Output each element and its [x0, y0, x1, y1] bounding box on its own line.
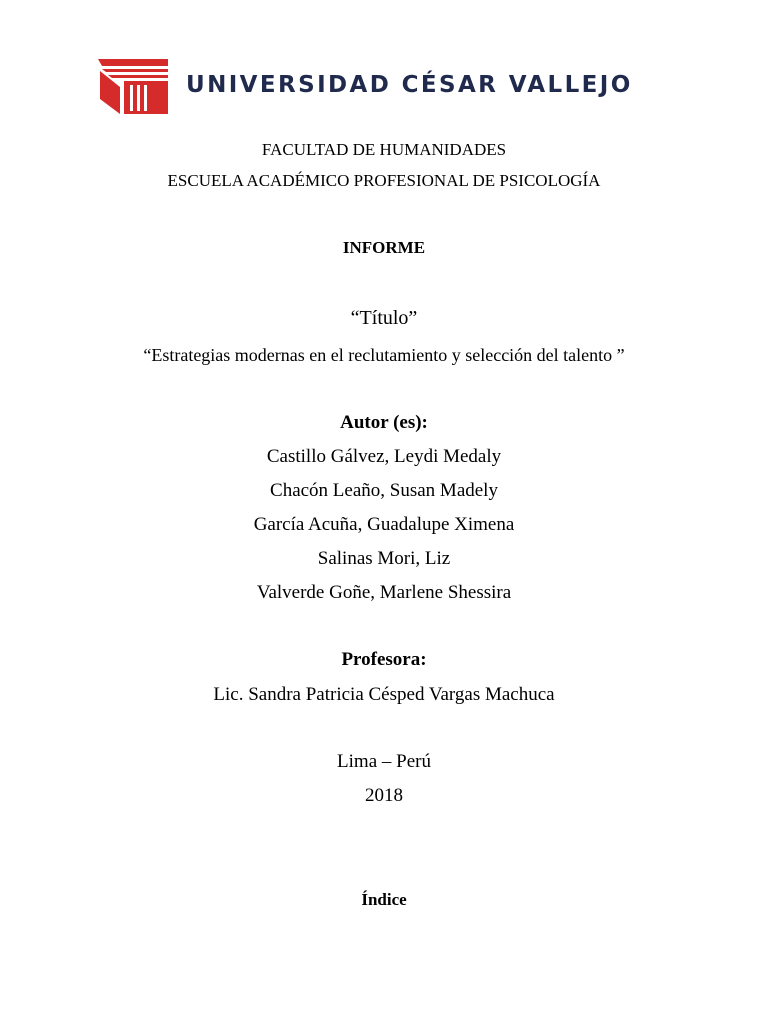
title-value: “Estrategias modernas en el reclutamiento y selección del talento ”: [143, 345, 625, 365]
school-heading: ESCUELA ACADÉMICO PROFESIONAL DE PSICOLOGÍA: [167, 171, 601, 190]
professor-label: Profesora:: [341, 649, 427, 670]
document-type: INFORME: [342, 238, 426, 257]
authors-label: Autor (es):: [340, 412, 428, 433]
faculty-heading: FACULTAD DE HUMANIDADES: [261, 140, 507, 159]
university-logo: [98, 59, 633, 115]
professor-name: Lic. Sandra Patricia Césped Vargas Machuca: [213, 684, 555, 705]
university-name: UNIVERSIDAD CÉSAR VALLEJO: [186, 72, 633, 98]
author-name: Salinas Mori, Liz: [317, 548, 451, 569]
place: Lima – Perú: [337, 751, 431, 772]
author-name: García Acuña, Guadalupe Ximena: [253, 514, 515, 535]
author-name: Chacón Leaño, Susan Madely: [270, 480, 498, 501]
ucv-shield-icon: [98, 59, 170, 115]
author-name: Castillo Gálvez, Leydi Medaly: [266, 446, 502, 467]
year: 2018: [365, 785, 403, 806]
index-heading: Índice: [361, 890, 407, 909]
title-label: “Título”: [350, 307, 418, 329]
author-name: Valverde Goñe, Marlene Shessira: [256, 582, 512, 603]
